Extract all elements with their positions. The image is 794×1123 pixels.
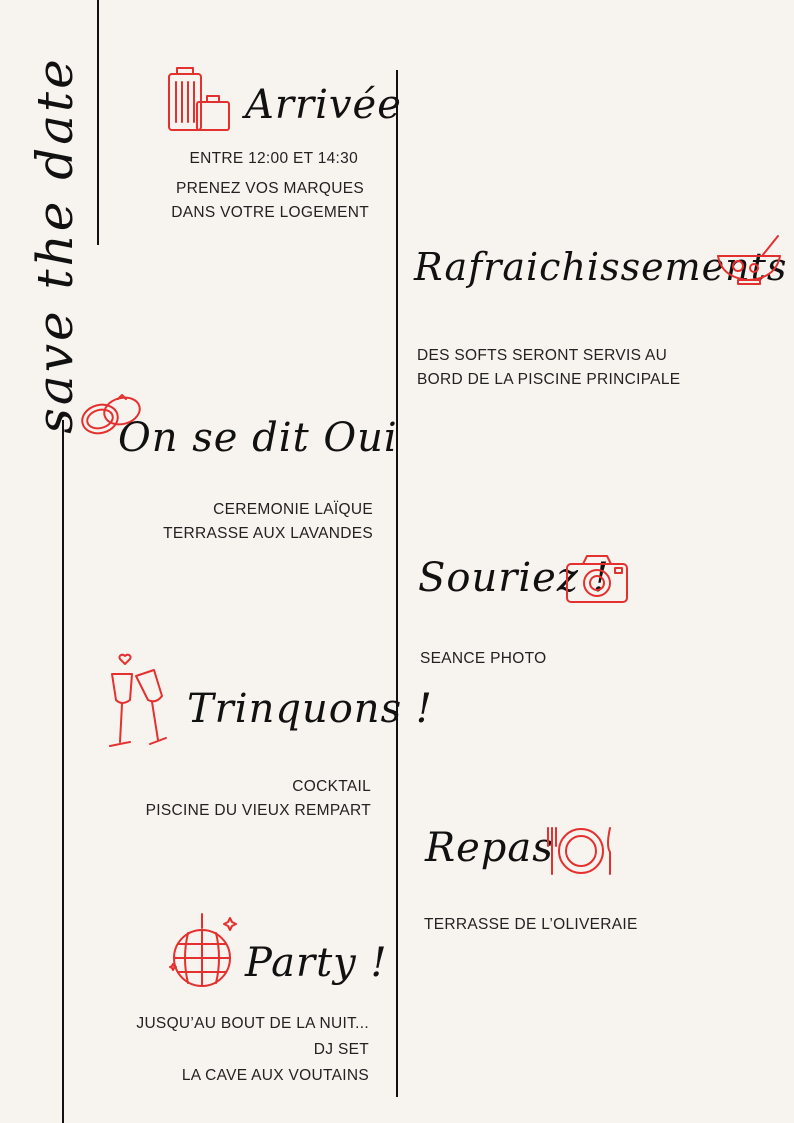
event-title-party: Party ! bbox=[245, 940, 388, 986]
trinquons-text bbox=[146, 775, 371, 823]
oui-text bbox=[163, 498, 373, 546]
souriez-line-1: SEANCE PHOTO bbox=[420, 650, 547, 667]
party-line-3: LA CAVE AUX VOUTAINS bbox=[181, 1067, 369, 1084]
arrivee-line-1: ENTRE 12:00 ET 14:30 bbox=[189, 150, 358, 167]
event-title-souriez: Souriez ! bbox=[418, 555, 610, 601]
event-title-arrivee: Arrivée bbox=[245, 82, 402, 128]
disco-ball-icon bbox=[168, 914, 238, 990]
camera-icon bbox=[565, 552, 629, 604]
party-text bbox=[136, 1011, 369, 1089]
top-left-divider bbox=[97, 0, 99, 245]
save-the-date-title: save the date bbox=[26, 56, 84, 434]
oui-line-1: CEREMONIE LAÏQUE bbox=[213, 501, 373, 518]
event-title-trinquons: Trinquons ! bbox=[187, 686, 433, 732]
arrivee-line-2: PRENEZ VOS MARQUES bbox=[176, 180, 364, 197]
champagne-glasses-icon bbox=[104, 654, 168, 750]
rafraichissements-line-1: DES SOFTS SERONT SERVIS AU bbox=[417, 347, 668, 364]
event-title-oui: On se dit Oui bbox=[118, 415, 398, 461]
souriez-text bbox=[420, 647, 546, 671]
plate-cutlery-icon bbox=[548, 826, 614, 876]
punch-bowl-icon bbox=[716, 234, 782, 286]
arrivee-text bbox=[171, 147, 369, 225]
arrivee-line-3: DANS VOTRE LOGEMENT bbox=[171, 204, 369, 221]
bottom-left-divider bbox=[62, 420, 64, 1123]
repas-text bbox=[424, 913, 638, 937]
trinquons-line-1: COCKTAIL bbox=[292, 778, 371, 795]
event-title-rafraichissements: Rafraichissements bbox=[414, 245, 788, 289]
center-divider bbox=[396, 70, 398, 1097]
luggage-icon bbox=[165, 66, 231, 132]
rafraichissements-text bbox=[417, 344, 680, 392]
party-line-1: JUSQU’AU BOUT DE LA NUIT... bbox=[136, 1015, 369, 1032]
oui-line-2: TERRASSE AUX LAVANDES bbox=[163, 525, 373, 542]
repas-line-1: TERRASSE DE L’OLIVERAIE bbox=[424, 916, 638, 933]
event-title-repas: Repas bbox=[425, 825, 554, 871]
party-line-2: DJ SET bbox=[313, 1041, 369, 1058]
rafraichissements-line-2: BORD DE LA PISCINE PRINCIPALE bbox=[417, 371, 681, 388]
trinquons-line-2: PISCINE DU VIEUX REMPART bbox=[145, 802, 371, 819]
